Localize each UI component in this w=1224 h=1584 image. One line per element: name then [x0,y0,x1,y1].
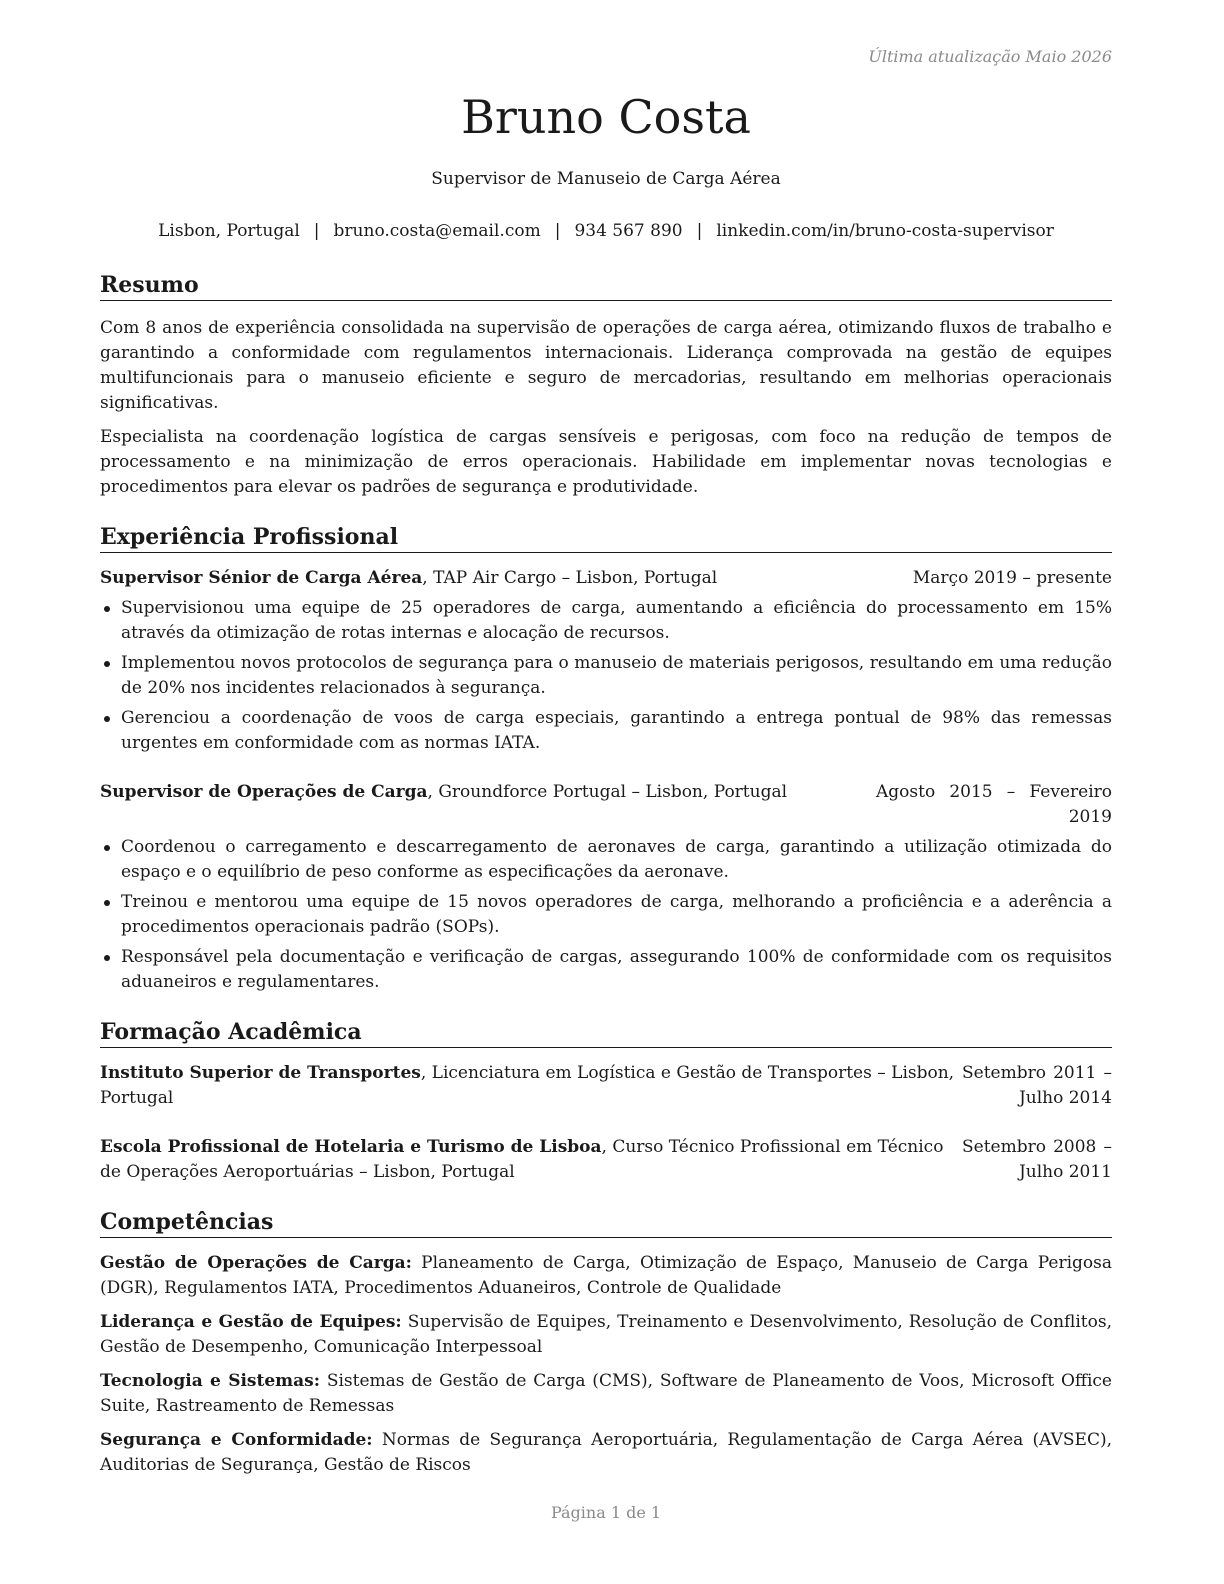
skill-group-label: Segurança e Conformidade: [100,1430,373,1450]
summary-paragraph: Com 8 anos de experiência consolidada na supervisão de operações de carga aérea, otimizando fluxos de trabalho e garantindo a conformidade com regulamentos internacionais. Liderança comprovada na gestão de equipes multifuncionais para o manuseio eficiente e seguro de mercadorias, resultando em melhorias operacionais significativas. [100,318,1112,413]
candidate-name: Bruno Costa [461,90,751,144]
skill-group [100,1310,1112,1360]
summary-heading: Resumo [100,270,1112,301]
skills-section [100,1207,1112,1478]
contact-separator: | [313,221,320,241]
education-dates: Setembro 2011 – Julho 2014 [962,1063,1112,1108]
education-entry [100,1111,1112,1185]
contact-linkedin[interactable]: linkedin.com/in/bruno-costa-supervisor [716,221,1054,241]
resume-body [100,270,1112,1478]
contact-phone[interactable]: 934 567 890 [574,221,683,241]
contact-email[interactable]: bruno.costa@email.com [333,221,541,241]
job-bullets [100,835,1112,995]
skill-group [100,1369,1112,1419]
skill-group-label: Gestão de Operações de Carga: [100,1253,412,1273]
skill-group-items: Sistemas de Gestão de Carga (CMS), Software de Planeamento de Voos, Microsoft Office Suite, Rastreamento de Remessas [100,1371,1112,1416]
experience-heading: Experiência Profissional [100,522,1112,553]
experience-section [100,522,1112,995]
job-company: , Groundforce Portugal – Lisbon, Portugal [427,782,788,802]
education-details: , Licenciatura em Logística e Gestão de Transportes – Lisbon, Portugal [100,1063,955,1108]
job-bullet: Gerenciou a coordenação de voos de carga especiais, garantindo a entrega pontual de 98% das remessas urgentes em conformidade com as normas IATA. [100,706,1112,756]
education-section [100,1017,1112,1185]
skill-group-label: Tecnologia e Sistemas: [100,1371,321,1391]
contact-separator: | [696,221,703,241]
summary-paragraph: Especialista na coordenação logística de cargas sensíveis e perigosas, com foco na redução de tempos de processamento e na minimização de erros operacionais. Habilidade em implementar novas tecnologias e procedimentos para elevar os padrões de segurança e produtividade. [100,427,1112,497]
job-dates: Março 2019 – presente [912,568,1112,588]
job-company: , TAP Air Cargo – Lisbon, Portugal [422,568,718,588]
job-dates: Agosto 2015 – Fevereiro 2019 [876,782,1112,827]
candidate-headline: Supervisor de Manuseio de Carga Aérea [431,169,781,189]
skill-group [100,1428,1112,1478]
job-bullet: Responsável pela documentação e verificação de cargas, assegurando 100% de conformidade com os requisitos aduaneiros e regulamentares. [100,945,1112,995]
contact-line [100,219,1112,244]
job-bullet: Implementou novos protocolos de segurança para o manuseio de materiais perigosos, resultando em uma redução de 20% nos incidentes relacionados à segurança. [100,651,1112,701]
job-role: Supervisor Sénior de Carga Aérea [100,568,423,588]
job-entry [100,553,1112,756]
education-dates: Setembro 2008 – Julho 2011 [962,1137,1112,1182]
job-bullet: Treinou e mentorou uma equipe de 15 novos operadores de carga, melhorando a proficiência e a aderência a procedimentos operacionais padrão (SOPs). [100,890,1112,940]
skill-group-items: Normas de Segurança Aeroportuária, Regulamentação de Carga Aérea (AVSEC), Auditorias de Segurança, Gestão de Riscos [100,1430,1112,1475]
contact-separator: | [554,221,561,241]
education-entry [100,1048,1112,1111]
skill-group-items: Supervisão de Equipes, Treinamento e Desenvolvimento, Resolução de Conflitos, Gestão de Desempenho, Comunicação Interpessoal [100,1312,1113,1357]
skill-group [100,1251,1112,1301]
skill-group-label: Liderança e Gestão de Equipes: [100,1312,402,1332]
skill-group-items: Planeamento de Carga, Otimização de Espaço, Manuseio de Carga Perigosa (DGR), Regulamentos IATA, Procedimentos Aduaneiros, Controle de Qualidade [100,1253,1112,1298]
education-school: Instituto Superior de Transportes [100,1063,421,1083]
education-heading: Formação Acadêmica [100,1017,1112,1048]
job-bullets [100,596,1112,756]
education-details: , Curso Técnico Profissional em Técnico de Operações Aeroportuárias – Lisbon, Portugal [100,1137,944,1182]
summary-section [100,270,1112,500]
job-bullet: Supervisionou uma equipe de 25 operadores de carga, aumentando a eficiência do processamento em 15% através da otimização de rotas internas e alocação de recursos. [100,596,1112,646]
skills-heading: Competências [100,1207,1112,1238]
job-entry [100,756,1112,995]
education-school: Escola Profissional de Hotelaria e Turismo de Lisboa [100,1137,602,1157]
job-role: Supervisor de Operações de Carga [100,782,428,802]
page-number: Página 1 de 1 [550,1503,662,1522]
contact-location: Lisbon, Portugal [158,221,300,241]
last-updated: Última atualização Maio 2026 [868,47,1112,66]
job-bullet: Coordenou o carregamento e descarregamento de aeronaves de carga, garantindo a utilização otimizada do espaço e o equilíbrio de peso conforme as especificações da aeronave. [100,835,1112,885]
